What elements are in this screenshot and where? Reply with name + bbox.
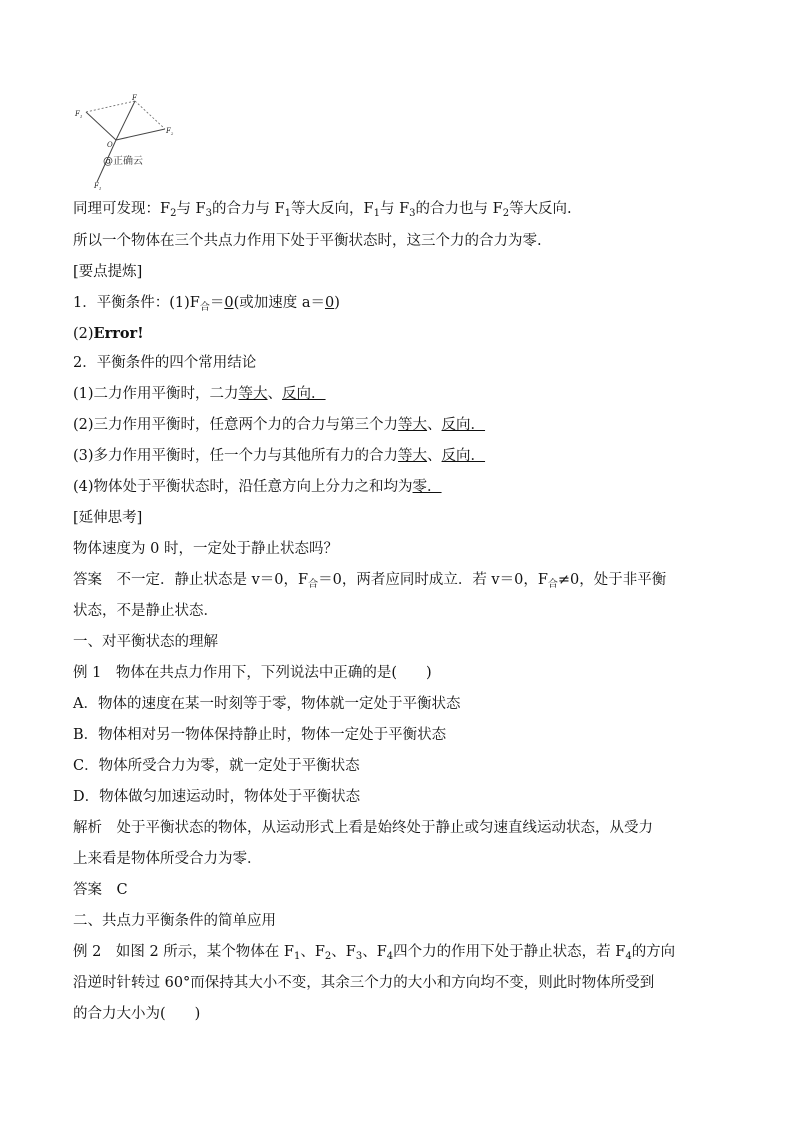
- force-F-line: [116, 101, 135, 140]
- text-line-6: 2．平衡条件的四个常用结论: [73, 355, 257, 371]
- section-heading-key-points: [要点提炼]: [73, 264, 143, 280]
- option-b: B．物体相对另一物体保持静止时，物体一定处于平衡状态: [73, 727, 447, 743]
- option-d: D．物体做匀加速运动时，物体处于平衡状态: [73, 789, 361, 805]
- text-line-1: 同理可发现：$F_2$与 $F_3$的合力与 $F_1$等大反向，$F_1$与 $F_3$的合力也与 $F_2$等大反向.: [73, 201, 572, 219]
- text-line-8: (2)三力作用平衡时，任意两个力的合力与第三个力等大、反向．: [73, 417, 486, 433]
- watermark: @正确云: [103, 156, 143, 167]
- force-F2-line: [116, 129, 165, 140]
- text-line-12: 物体速度为 0 时，一定处于静止状态吗？: [73, 541, 338, 557]
- label-F2: $F_2$: [166, 127, 174, 136]
- force-diagram-svg: [74, 92, 184, 192]
- label-F: F: [132, 94, 137, 102]
- example-2-line-2: 沿逆时针转过 60°而保持其大小不变，其余三个力的大小和方向均不变，则此时物体所受到: [73, 975, 655, 991]
- section-heading-extended-thinking: [延伸思考]: [73, 510, 143, 526]
- label-F1-left: $F_1$: [75, 110, 83, 119]
- section-heading-1: 一、对平衡状态的理解: [73, 634, 218, 650]
- text-line-7: (1)二力作用平衡时，二力等大、反向．: [73, 386, 326, 402]
- text-line-5: (2)Error!: [73, 325, 144, 342]
- analysis-line-1: 解析 处于平衡状态的物体，从运动形式上看是始终处于静止或匀速直线运动状态，从受力: [73, 820, 653, 836]
- dashed-side-2: [135, 101, 165, 129]
- text-line-9: (3)多力作用平衡时，任一个力与其他所有力的合力等大、反向．: [73, 448, 486, 464]
- text-line-4: 1．平衡条件：$(1)F_合=0$(或加速度 a＝0): [73, 295, 340, 313]
- text-line-10: (4)物体处于平衡状态时，沿任意方向上分力之和均为零．: [73, 479, 442, 495]
- answer-line: 答案 C: [73, 882, 128, 898]
- label-O: O: [107, 141, 113, 149]
- example-2-line-3: 的合力大小为( ): [73, 1006, 201, 1022]
- force-diagram: [74, 92, 184, 192]
- example-1-question: 例 1 物体在共点力作用下，下列说法中正确的是( ): [73, 665, 432, 681]
- force-F1-left-line: [86, 112, 116, 140]
- option-c: C．物体所受合力为零，就一定处于平衡状态: [73, 758, 360, 774]
- dashed-side-1: [86, 101, 135, 112]
- text-line-2: 所以一个物体在三个共点力作用下处于平衡状态时，这三个力的合力为零.: [73, 233, 542, 249]
- analysis-line-2: 上来看是物体所受合力为零．: [73, 851, 262, 867]
- text-line-13: 答案 不一定．静止状态是 v＝0，$F_合=0$，两者应同时成立．若 v＝0，$F_合\ne 0$，处于非平衡: [73, 572, 667, 590]
- section-heading-2: 二、共点力平衡条件的简单应用: [73, 913, 276, 929]
- option-a: A．物体的速度在某一时刻等于零，物体就一定处于平衡状态: [73, 696, 461, 712]
- label-F1-bottom: $F_1$: [94, 182, 102, 191]
- text-line-14: 状态，不是静止状态．: [73, 603, 218, 619]
- example-2-line-1: 例 2 如图 2 所示，某个物体在 $F_1$、$F_2$、$F_3$、$F_4$四个力的作用下处于静止状态，若 $F_4$的方向: [73, 944, 676, 962]
